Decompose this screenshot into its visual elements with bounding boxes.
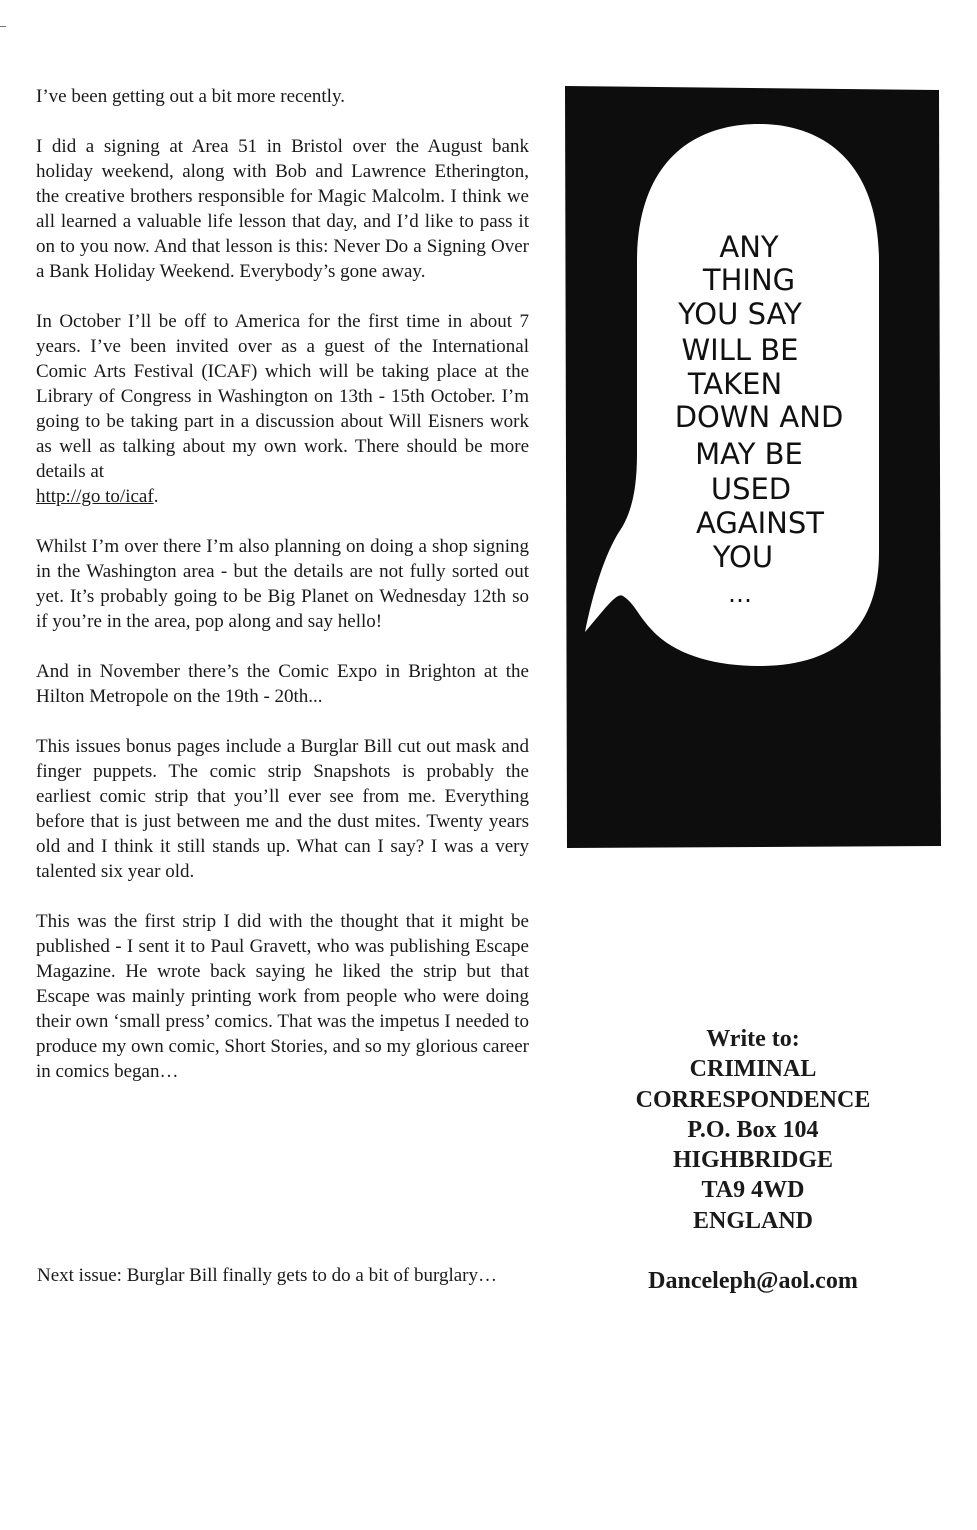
contact-email[interactable]: Danceleph@aol.com: [648, 1268, 858, 1294]
paragraph-signing: I did a signing at Area 51 in Bristol over the August bank holiday weekend, along with Bob and Lawrence Etherington, the creative brothers responsible for Magic Malcolm. I think we all learned a valuable life lesson that day, and I’d like to pass it on to you now. And that lesson is this: Never Do a Signing Over a Bank Holiday Weekend. Everybody’s gone away.: [36, 136, 529, 282]
address-line: HIGHBRIDGE: [672, 1147, 834, 1174]
speech-line: WILL BE: [681, 333, 799, 367]
link-suffix: .: [153, 486, 159, 507]
speech-line: YOU SAY: [678, 297, 802, 331]
next-issue: Next issue: Burglar Bill finally gets to do a bit of burglary…: [37, 1265, 497, 1286]
speech-line: USED: [710, 472, 792, 506]
crop-mark: [0, 26, 6, 27]
speech-line: YOU: [712, 540, 774, 574]
paragraph-intro: I’ve been getting out a bit more recently.: [36, 86, 345, 107]
icaf-link[interactable]: http://go to/icaf: [36, 486, 154, 507]
paragraph-first-strip: This was the first strip I did with the thought that it might be published - I sent it to Paul Gravett, who was publishing Escape Magazine. He wrote back saying he liked the strip but that Escape was mainly printing work from people who were doing their own ‘small press’ comics. That was the impetus I needed to produce my own comic, Short Stories, and so my glorious career in comics began…: [36, 911, 529, 1082]
address-heading: Write to:: [706, 1026, 800, 1052]
paragraph-shop-signing: Whilst I’m over there I’m also planning on doing a shop signing in the Washington area - but the details are not fully sorted out yet. It’s probably going to be Big Planet on Wednesday 12th so if you’re in the area, pop along and say hello!: [36, 536, 529, 632]
speech-line: ANY: [719, 230, 779, 264]
speech-line: THING: [702, 263, 796, 297]
speech-trailing: …: [728, 580, 752, 608]
paragraph-america-text: In October I’ll be off to America for the first time in about 7 years. I’ve been invited over as a guest of the International Comic Arts Festival (ICAF) which will be taking place at the Library of Congress in Washington on 13th - 15th October. I’m going to be taking part in a discussion about Will Eisners work as well as talking about my own work. There should be more details at: [36, 311, 529, 482]
address-line: ENGLAND: [692, 1207, 813, 1234]
address-line: CORRESPONDENCE: [635, 1086, 871, 1113]
speech-line: TAKEN: [687, 367, 783, 401]
speech-line: AGAINST: [695, 506, 825, 540]
comic-panel: [563, 84, 943, 849]
editorial-column: [36, 84, 529, 1109]
paragraph-comic-expo: And in November there’s the Comic Expo in Brighton at the Hilton Metropole on the 19th - 20th...: [36, 661, 529, 707]
mailing-address: [600, 1024, 906, 1236]
speech-line: MAY BE: [695, 437, 803, 471]
address-line: P.O. Box 104: [687, 1116, 819, 1143]
address-line: CRIMINAL: [689, 1056, 817, 1083]
address-line: TA9 4WD: [701, 1177, 805, 1204]
paragraph-america: [36, 309, 529, 509]
speech-line: DOWN AND: [674, 400, 844, 434]
comic-panel-art: [563, 84, 943, 849]
paragraph-bonus-pages: This issues bonus pages include a Burglar Bill cut out mask and finger puppets. The comic strip Snapshots is probably the earliest comic strip that you’ll ever see from me. Everything before that is just between me and the dust mites. Twenty years old and I think it still stands up. What can I say? I was a very talented six year old.: [36, 736, 529, 882]
